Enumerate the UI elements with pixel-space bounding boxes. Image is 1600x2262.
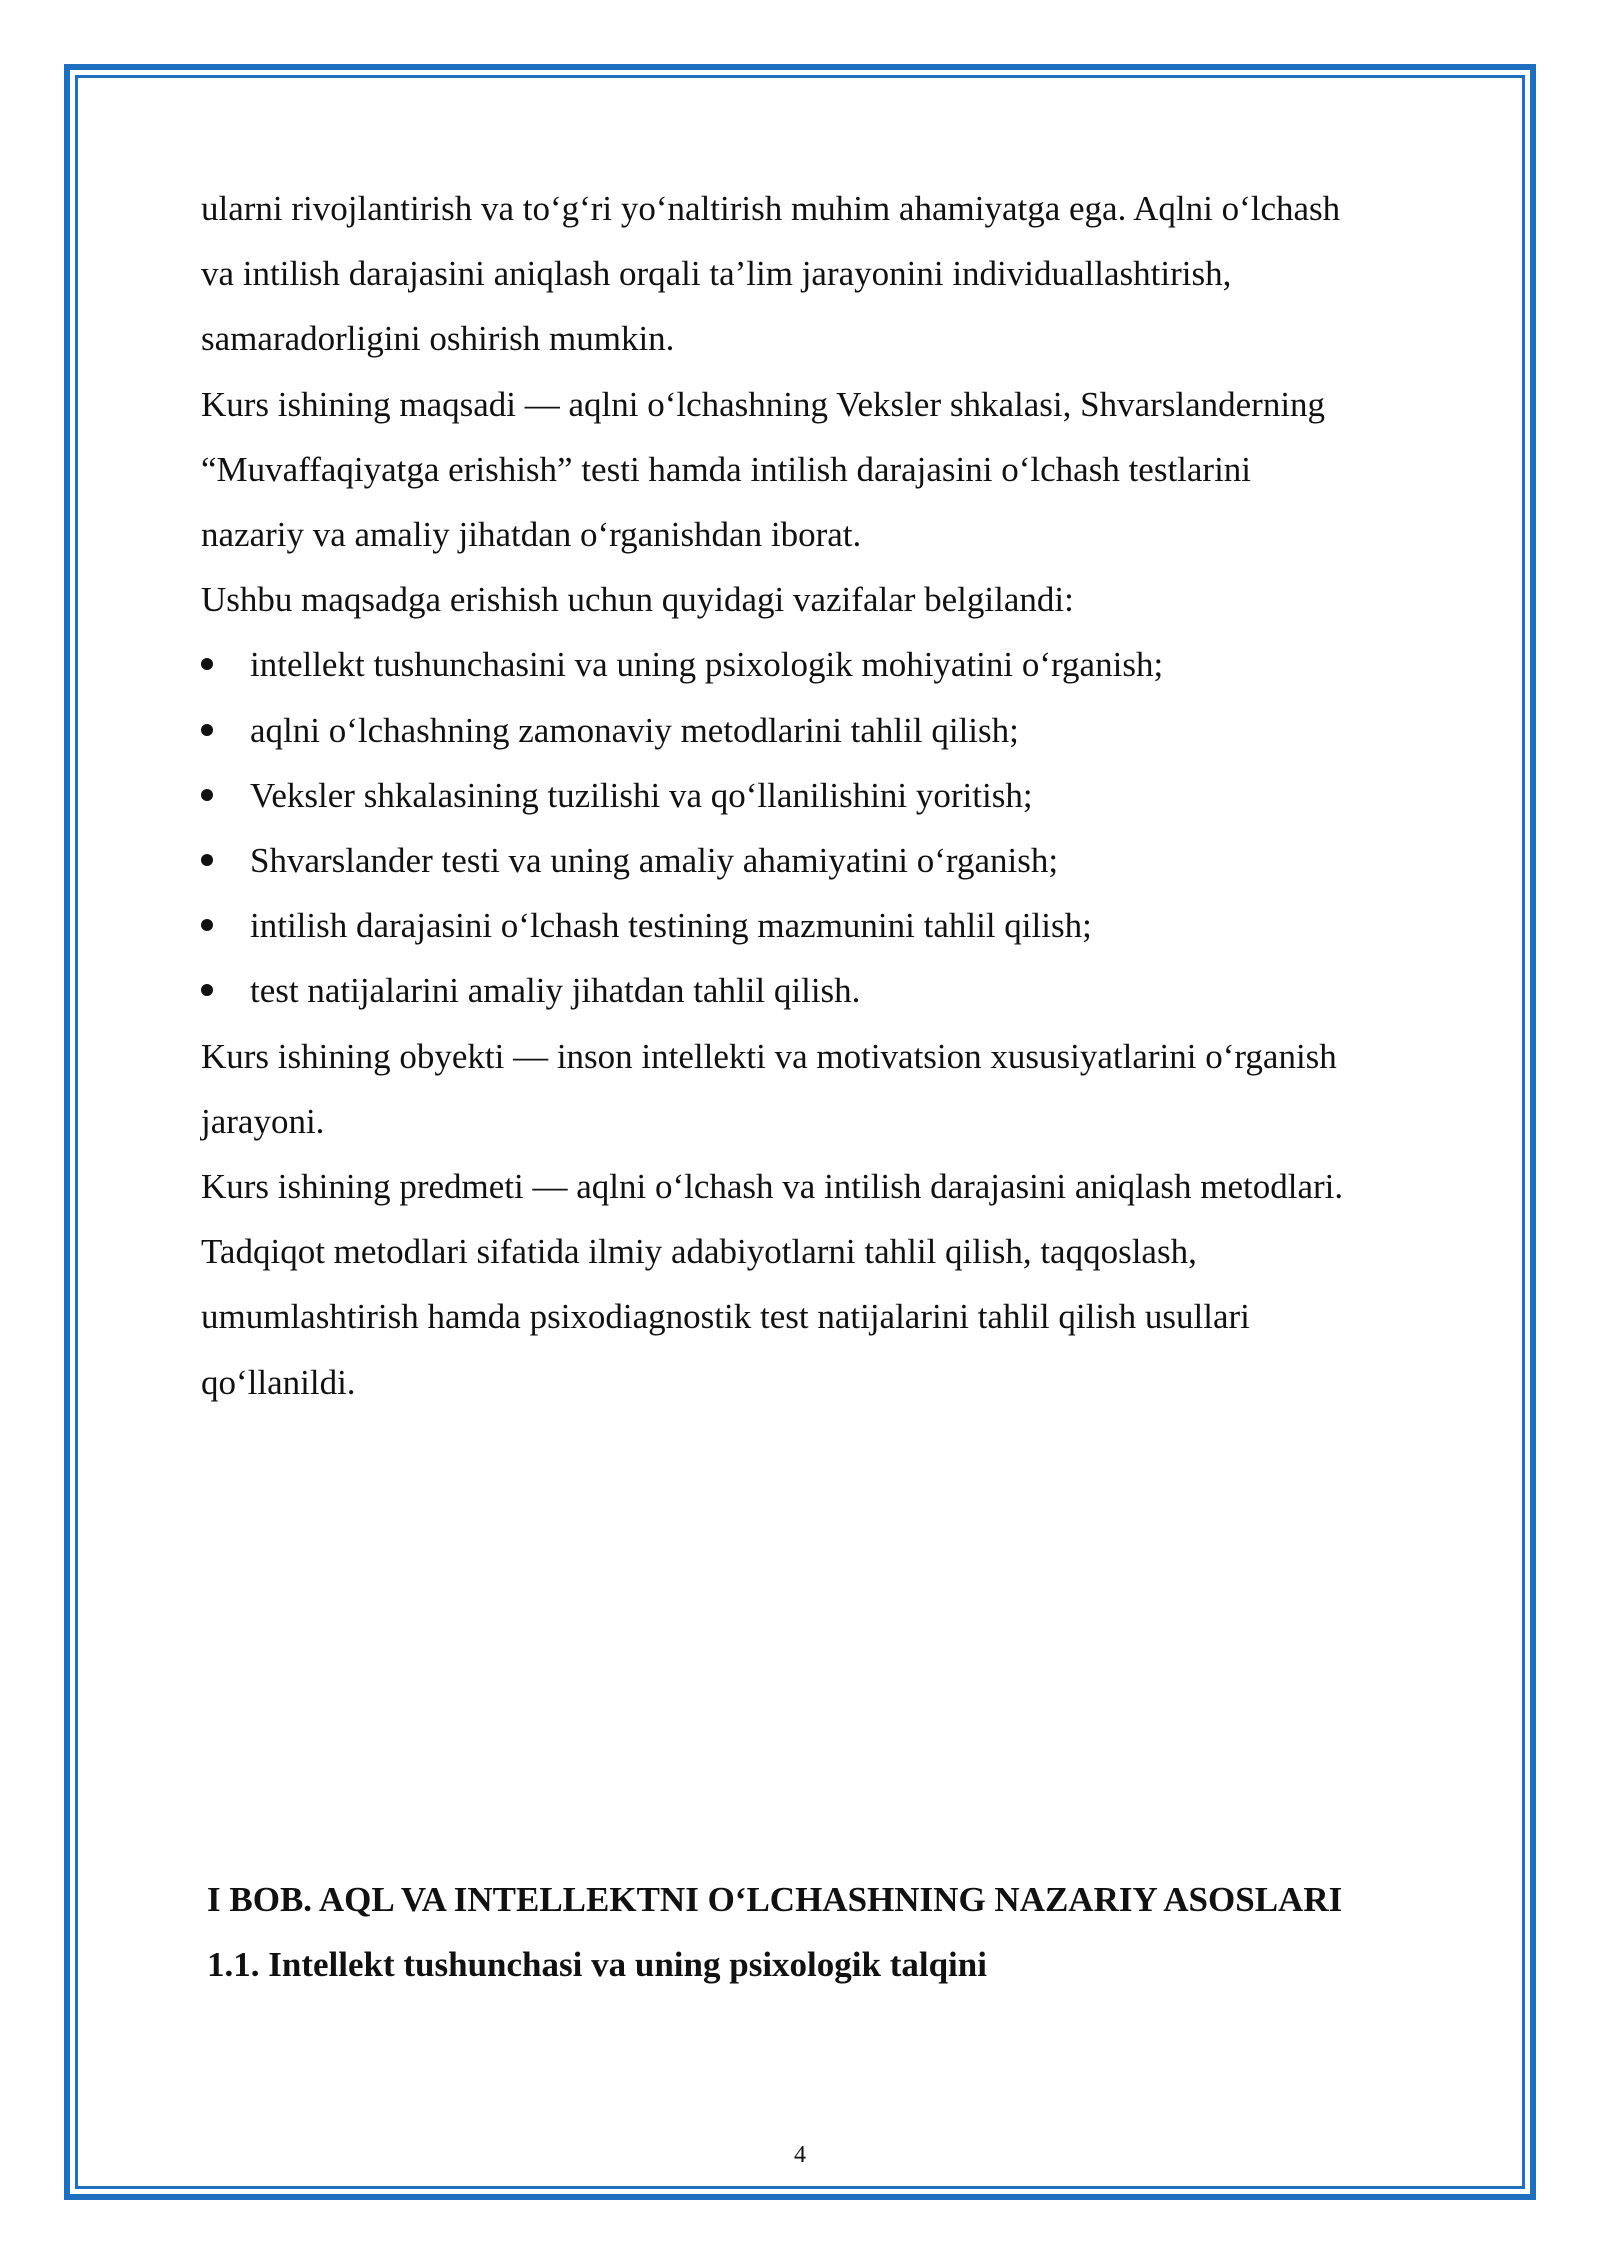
methods-paragraph [201,1219,1451,1415]
text-line: Tadqiqot metodlari sifatida ilmiy adabiyotlarni tahlil qilish, taqqoslash, [201,1232,1197,1272]
section-heading: 1.1. Intellekt tushunchasi va uning psixologik talqini [207,1945,987,1984]
text-line: Kurs ishining obyekti — inson intellekti va motivatsion xususiyatlarini o‘rganish [201,1036,1337,1076]
goal-paragraph [201,372,1451,568]
text-line: samaradorligini oshirish mumkin. [201,319,675,359]
text-line: ularni rivojlantirish va to‘g‘ri yo‘naltirish muhim ahamiyatga ega. Aqlni o‘lchash [201,189,1341,228]
bullet-icon [201,658,213,670]
text-line: Kurs ishining maqsadi — aqlni o‘lchashning Veksler shkalasi, Shvarslanderning [201,384,1326,424]
text-line: nazariy va amaliy jihatdan o‘rganishdan iborat. [201,515,862,555]
text-line: qo‘llanildi. [201,1362,356,1402]
text-line: “Muvaffaqiyatga erishish” testi hamda intilish darajasini o‘lchash testlarini [201,449,1252,489]
bullet-icon [201,919,213,931]
intro-paragraph [201,176,1451,372]
page-content [201,176,1451,1415]
subject-paragraph [201,1154,1451,1219]
list-item [201,632,1451,697]
bullet-icon [201,724,213,736]
list-item [201,763,1451,828]
tasks-list [201,632,1451,1023]
bullet-icon [201,984,213,996]
list-item-text: aqlni o‘lchashning zamonaviy metodlarini tahlil qilish; [250,710,1019,750]
text-line: Ushbu maqsadga erishish uchun quyidagi vazifalar belgilandi: [201,580,1074,620]
page-number: 4 [794,2142,806,2168]
list-item [201,958,1451,1023]
list-item-text: Veksler shkalasining tuzilishi va qo‘llanilishini yoritish; [250,775,1033,815]
list-item [201,893,1451,958]
list-item [201,698,1451,763]
list-item-text: test natijalarini amaliy jihatdan tahlil qilish. [250,971,861,1011]
bullet-icon [201,854,213,866]
list-item-text: Shvarslander testi va uning amaliy ahamiyatini o‘rganish; [250,841,1059,881]
text-line: umumlashtirish hamda psixodiagnostik test natijalarini tahlil qilish usullari [201,1297,1250,1337]
list-item-text: intellekt tushunchasini va uning psixologik mohiyatini o‘rganish; [250,645,1164,685]
tasks-intro [201,567,1451,632]
text-line: jarayoni. [201,1101,325,1141]
text-line: va intilish darajasini aniqlash orqali ta’lim jarayonini individuallashtirish, [201,254,1232,294]
chapter-heading: I BOB. AQL VA INTELLEKTNI O‘LCHASHNING NAZARIY ASOSLARI [207,1880,1343,1919]
text-line: Kurs ishining predmeti — aqlni o‘lchash va intilish darajasini aniqlash metodlari. [201,1167,1344,1207]
bullet-icon [201,789,213,801]
list-item-text: intilish darajasini o‘lchash testining mazmunini tahlil qilish; [250,906,1092,946]
list-item [201,828,1451,893]
object-paragraph [201,1024,1451,1154]
